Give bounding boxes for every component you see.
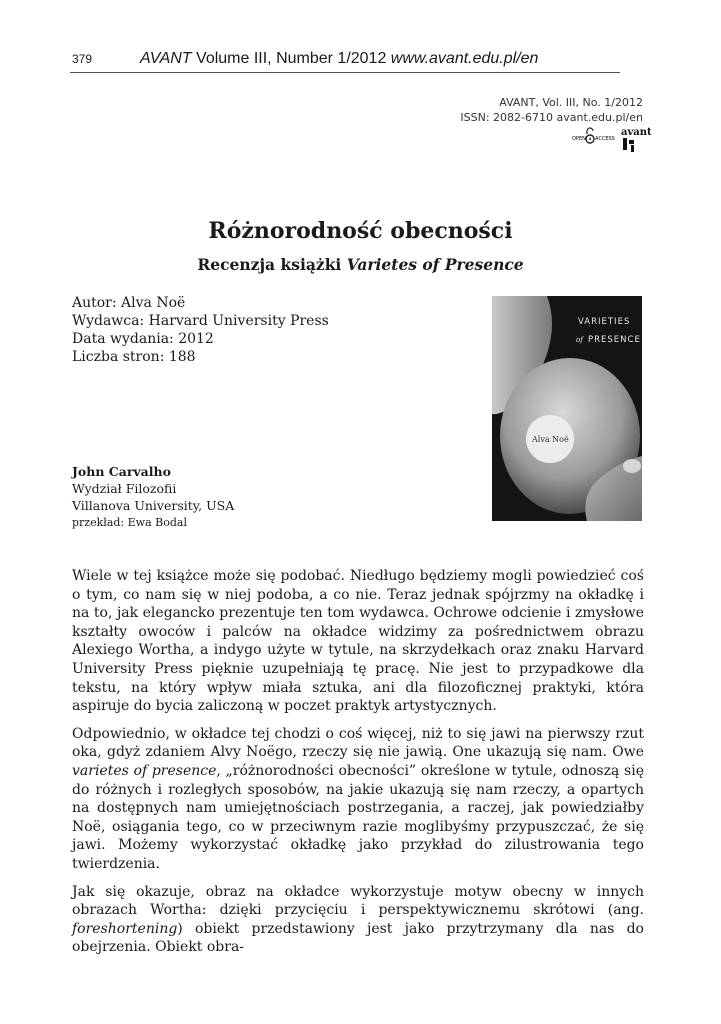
open-label: OPEN [572, 136, 586, 142]
paragraph-3-italic: foreshortening [72, 920, 178, 937]
meta-publisher: Wydawca: Harvard University Press [72, 313, 329, 329]
book-metadata [72, 294, 329, 366]
meta-pages: Liczba stron: 188 [72, 349, 196, 365]
meta-author: Autor: Alva Noë [72, 295, 186, 311]
running-head [140, 50, 538, 68]
journal-info [460, 95, 643, 125]
page-number: 379 [72, 52, 93, 66]
cover-title-line2: PRESENCE [588, 335, 641, 345]
article-body [72, 567, 644, 966]
cover-title-of: of [576, 336, 583, 344]
subtitle-prefix: Recenzja książki [197, 255, 347, 274]
avant-logo-icon [621, 127, 652, 152]
paragraph-1: Wiele w tej książce może się podobać. Niedługo będziemy mogli powiedzieć coś o tym, co nam się w niej podoba, a co nie. Teraz jednak spójrzmy na okładkę i na to, jak elegancko prezentuje ten tom wydawca. Ochrowe odcienie i zmysłowe kształty owoców i palców na okładce widzimy za pośrednictwem obrazu Alexiego Wortha, a indygo użyte w tytule, na skrzydełkach oraz znaku Harvard University Press pięknie uzupełniają tę pracę. Nie jest to przypadkowe dla tekstu, na który wpływ miała sztuka, ani dla filozoficznej praktyki, która aspiruje do bycia zaliczoną w poczet praktyk artystycznych. [72, 568, 644, 715]
cover-title-line1: VARIETIES [578, 317, 631, 327]
paragraph-2-text-b: , „różnorodności obecności” określone w tytule, odnoszą się do różnych i rozległych sposobów, na jakie ukazują się nam rzeczy, a opartych na dostępnych nam umiejętnościach postrzegania, a raczej, jak powiedziałby Noë, osiągania tego, co w przeciwnym razie moglibyśmy przypuszczać, że się jawi. Możemy wykorzystać okładkę jako przykład do zilustrowania tego twierdzenia. [72, 762, 644, 872]
open-access-logo [571, 124, 652, 154]
journal-info-line2: ISSN: 2082-6710 avant.edu.pl/en [460, 111, 643, 124]
paragraph-3-text-a: Jak się okazuje, obraz na okładce wykorzystuje motyw obecny w innych obrazach Wortha: dzięki przycięciu i perspektywicznemu skrótowi (ang. [72, 883, 644, 919]
journal-info-line1: AVANT, Vol. III, No. 1/2012 [499, 96, 643, 109]
reviewer-university: Villanova University, USA [72, 498, 235, 513]
journal-url[interactable]: www.avant.edu.pl/en [390, 50, 539, 67]
reviewer-department: Wydział Filozofii [72, 481, 177, 496]
avant-logo-text: avant [621, 127, 652, 138]
access-label: ACCESS [595, 136, 615, 142]
article-title: Różnorodność obecności [208, 218, 513, 244]
lock-icon [586, 128, 594, 143]
paragraph-3-text-b: ) obiekt przedstawiony jest jako przytrzymany dla nas do obejrzenia. Obiekt obra- [72, 920, 644, 956]
reviewer-block [72, 463, 234, 514]
volume-text: Volume III, Number 1/2012 [191, 50, 391, 67]
paragraph-2-italic: varietes of presence [72, 762, 217, 779]
meta-date: Data wydania: 2012 [72, 331, 214, 347]
translator: przekład: Ewa Bodal [72, 516, 187, 529]
subtitle-book: Varietes of Presence [346, 255, 524, 274]
book-cover-image [492, 296, 642, 521]
header-rule [70, 72, 620, 73]
paragraph-2-text-a: Odpowiednio, w okładce tej chodzi o coś więcej, niż to się jawi na pierwszy rzut oka, gdyż zdaniem Alvy Noëgo, rzeczy się nie jawią. One ukazują się nam. Owe [72, 725, 644, 761]
reviewer-name: John Carvalho [72, 464, 171, 479]
paragraph-3 [72, 883, 644, 957]
journal-name: AVANT [140, 50, 192, 67]
article-subtitle [0, 255, 721, 274]
paragraph-2 [72, 725, 644, 874]
cover-author: Alva Noë [532, 435, 569, 444]
